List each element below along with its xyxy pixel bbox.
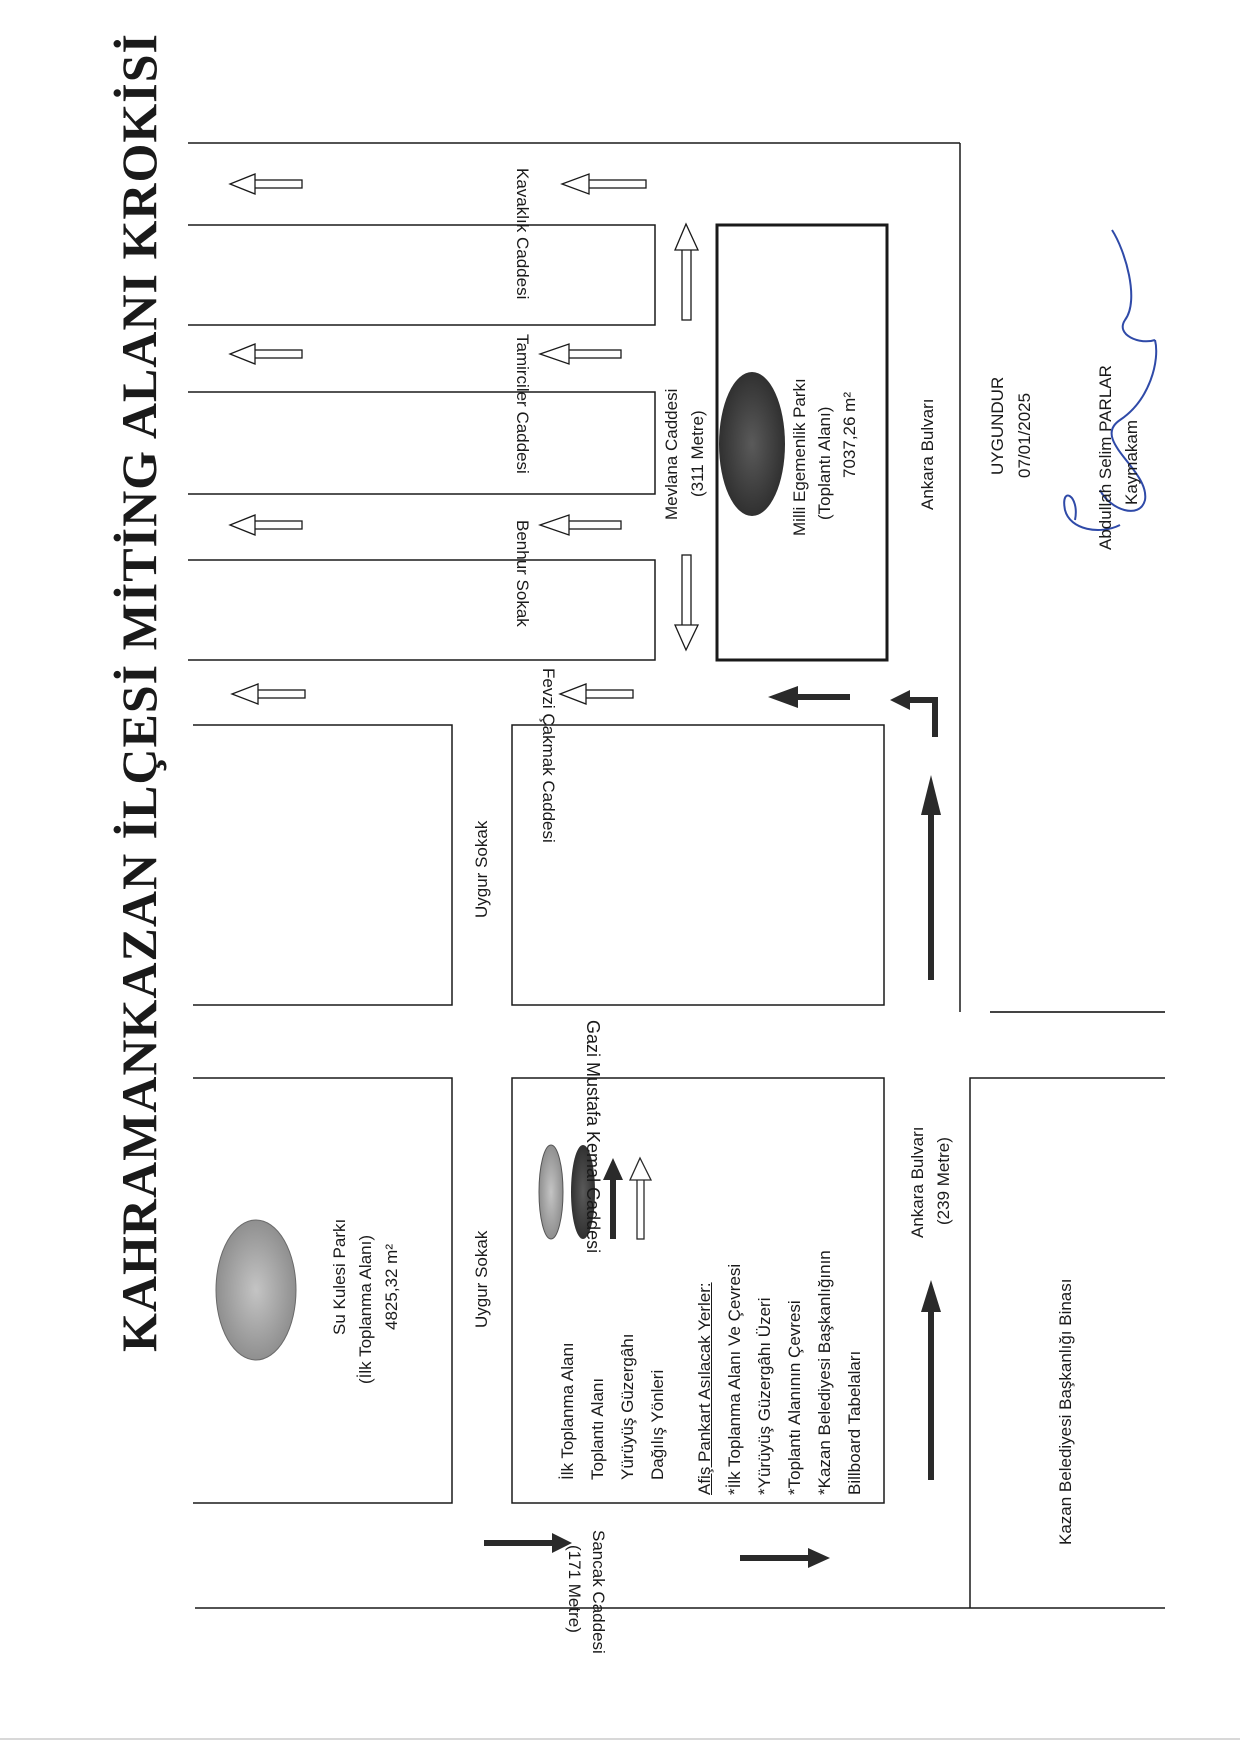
march-arrow-sancak-1 [484,1533,572,1553]
block-uygur-right [512,725,884,1005]
milli-park-role: (Toplantı Alanı) [815,406,834,520]
street-label-ankara-bottom-length: (239 Metre) [934,1137,953,1225]
street-label-mevlana: Mevlana Caddesi [662,388,681,520]
street-label-sancak-length: (171 Metre) [565,1545,584,1633]
dispersal-arrows [230,174,698,704]
street-label-sancak: Sancak Caddesi [589,1530,608,1654]
ilk-toplanma-alani-ellipse [216,1220,296,1360]
afis-item-4: *Kazan Belediyesi Başkanlığının [815,1250,834,1495]
dispersal-arrow-fevzi-left [232,684,305,704]
legend-item-yuruyus: Yürüyüş Güzergâhı [618,1333,637,1480]
milli-park-size: 7037,26 m² [840,392,859,478]
march-arrow-turn-fevzi [768,686,850,708]
afis-item-3: *Toplantı Alanının Çevresi [785,1300,804,1495]
street-label-benhur: Benhur Sokak [513,520,532,627]
street-label-uygur-bottom: Uygur Sokak [472,1230,491,1328]
approval-date: 07/01/2025 [1015,392,1034,478]
legend-yuruyus-arrow-icon [603,1158,623,1239]
legend-item-dagilis: Dağılış Yönleri [648,1369,667,1480]
street-label-uygur-top: Uygur Sokak [472,820,491,918]
upper-blocks [188,225,655,660]
march-arrow-sancak-2 [740,1548,830,1568]
afis-item-5: Billboard Tabelaları [845,1350,864,1495]
dispersal-arrow-kavaklik-right [562,174,646,194]
march-arrow-ankara-lower [921,1280,941,1480]
legend-item-toplanti: Toplantı Alanı [588,1377,607,1480]
dispersal-arrow-kavaklik-left [230,174,302,194]
afis-item-2: *Yürüyüş Güzergâhı Üzeri [755,1297,774,1495]
street-label-gazi: Gazi Mustafa Kemal Caddesi [583,1020,603,1254]
block-tamirciler-benhur [188,392,655,494]
legend-ilk-toplanma-icon [539,1145,563,1239]
street-label-mevlana-length: (311 Metre) [688,410,707,497]
dispersal-arrow-mevlana-up [675,224,698,320]
milli-park-name: Milli Egemenlik Parkı [790,378,809,536]
dispersal-arrow-mevlana-down [675,555,698,650]
page-bottom-rule [0,1738,1240,1740]
legend-dagilis-arrow-icon [630,1158,651,1239]
su-kulesi-role: (İlk Toplanma Alanı) [356,1235,375,1384]
dispersal-arrow-tamirciler-left [230,344,302,364]
dispersal-arrow-benhur-left [230,515,302,535]
kazan-belediyesi-label: Kazan Belediyesi Başkanlığı Binası [1056,1278,1075,1545]
march-arrow-turn-ankara [890,690,938,737]
street-label-tamirciler: Tamirciler Caddesi [513,334,532,474]
street-label-kavaklik: Kavaklık Caddesi [513,168,532,300]
toplanti-alani-ellipse [719,372,785,516]
approval-status: UYGUNDUR [988,376,1007,475]
approval-title: Kaymakam [1122,419,1141,505]
street-label-ankara-bottom: Ankara Bulvarı [908,1126,927,1238]
legend-item-ilk-toplanma: İlk Toplanma Alanı [558,1342,577,1480]
block-uygur-left [193,725,452,1005]
page-title: KAHRAMANKAZAN İLÇESİ MİTİNG ALANI KROKİSİ [111,33,167,1352]
street-label-fevzi: Fevzi Çakmak Caddesi [539,668,558,843]
afis-title: Afiş Pankart Asılacak Yerler: [695,1282,714,1495]
march-arrow-ankara-upper [921,775,941,980]
block-kavaklik-tamirciler [188,225,655,325]
block-benhur-fevzi [188,560,655,660]
dispersal-arrow-fevzi-right [560,684,633,704]
approval-name: Abdullah Selim PARLAR [1096,365,1115,550]
su-kulesi-size: 4825,32 m² [382,1244,401,1330]
afis-item-1: *İlk Toplanma Alanı Ve Çevresi [725,1263,744,1495]
dispersal-arrow-tamirciler-right [540,344,621,364]
street-label-ankara-top: Ankara Bulvarı [918,398,937,510]
su-kulesi-name: Su Kulesi Parkı [330,1218,349,1335]
dispersal-arrow-benhur-right [540,515,621,535]
